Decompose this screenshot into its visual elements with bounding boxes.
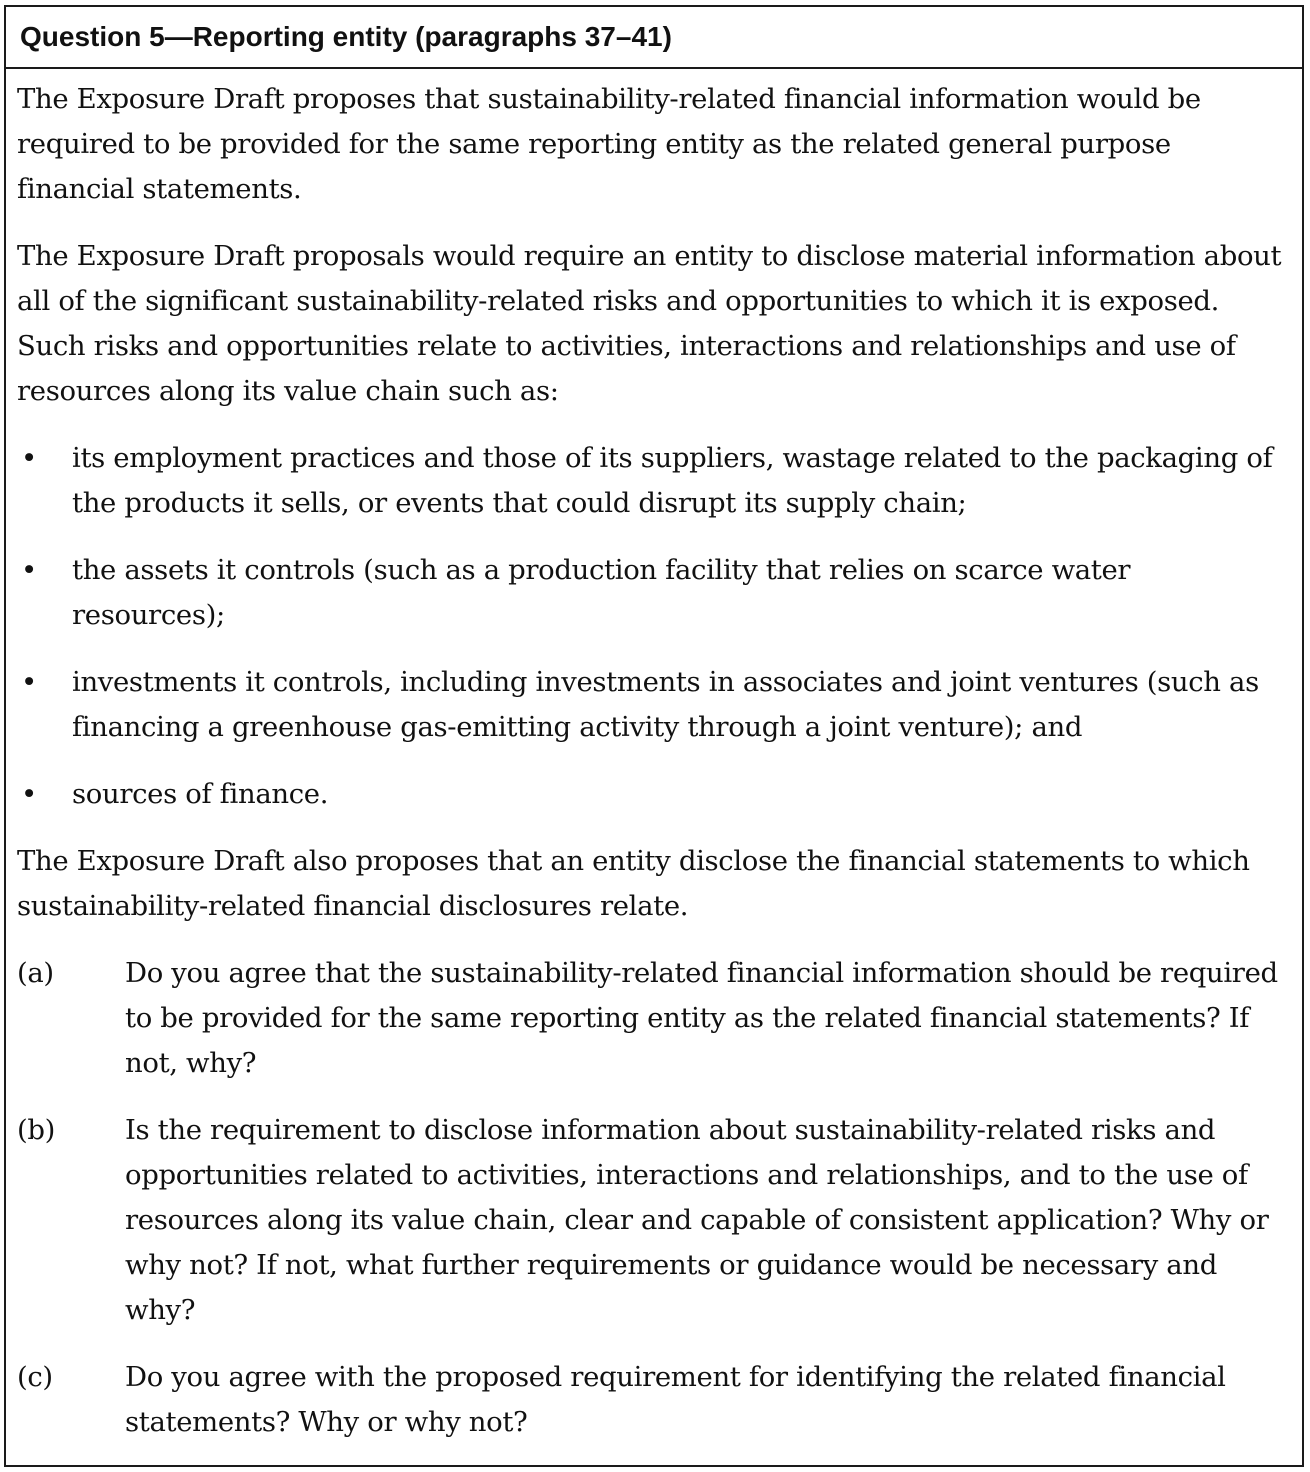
bullet-icon: • xyxy=(21,554,37,586)
list-item-text: its employment practices and those of its suppliers, wastage related to the packaging of the products it sells, or events that could disrupt its supply chain; xyxy=(72,442,1273,519)
value-chain-list xyxy=(17,436,1288,817)
list-item xyxy=(17,548,1288,638)
question-body xyxy=(6,69,1302,1445)
sub-questions-list xyxy=(17,951,1288,1445)
disclosure-paragraph: The Exposure Draft also proposes that an entity disclose the financial statements to which sustainability-related financial disclosures relate. xyxy=(17,845,1250,922)
question-title: Question 5—Reporting entity (paragraphs 37–41) xyxy=(20,21,672,52)
sub-question-c xyxy=(17,1355,1288,1445)
bullet-icon: • xyxy=(21,778,37,810)
list-item-text: sources of finance. xyxy=(72,778,329,810)
sub-question-marker: (c) xyxy=(17,1361,53,1393)
question-header xyxy=(6,7,1302,69)
sub-question-marker: (a) xyxy=(17,957,54,989)
list-item xyxy=(17,772,1288,817)
list-item-text: investments it controls, including investments in associates and joint ventures (such as financing a greenhouse gas-emitting activity through a joint venture); and xyxy=(72,666,1259,743)
question-box xyxy=(4,5,1304,1467)
bullet-icon: • xyxy=(21,442,37,474)
sub-question-text: Is the requirement to disclose information about sustainability-related risks and opportunities related to activities, interactions and relationships, and to the use of resources along its value chain, clear and capable of consistent application? Why or why not? If not, what further requirements or guidance would be necessary and why? xyxy=(125,1114,1269,1326)
sub-question-a xyxy=(17,951,1288,1086)
list-item xyxy=(17,436,1288,526)
intro-paragraph: The Exposure Draft proposes that sustainability-related financial information would be required to be provided for the same reporting entity as the related general purpose financial statements. xyxy=(17,83,1201,205)
sub-question-marker: (b) xyxy=(17,1114,56,1146)
bullet-icon: • xyxy=(21,666,37,698)
list-item xyxy=(17,660,1288,750)
sub-question-text: Do you agree that the sustainability-related financial information should be required to be provided for the same reporting entity as the related financial statements? If not, why? xyxy=(125,957,1278,1079)
sub-question-text: Do you agree with the proposed requirement for identifying the related financial statements? Why or why not? xyxy=(125,1361,1226,1438)
risks-paragraph: The Exposure Draft proposals would require an entity to disclose material information about all of the significant sustainability-related risks and opportunities to which it is exposed. Such risks and opportunities relate to activities, interactions and relationships and use of resources along its value chain such as: xyxy=(17,240,1282,407)
list-item-text: the assets it controls (such as a production facility that relies on scarce water resources); xyxy=(72,554,1131,631)
sub-question-b xyxy=(17,1108,1288,1333)
